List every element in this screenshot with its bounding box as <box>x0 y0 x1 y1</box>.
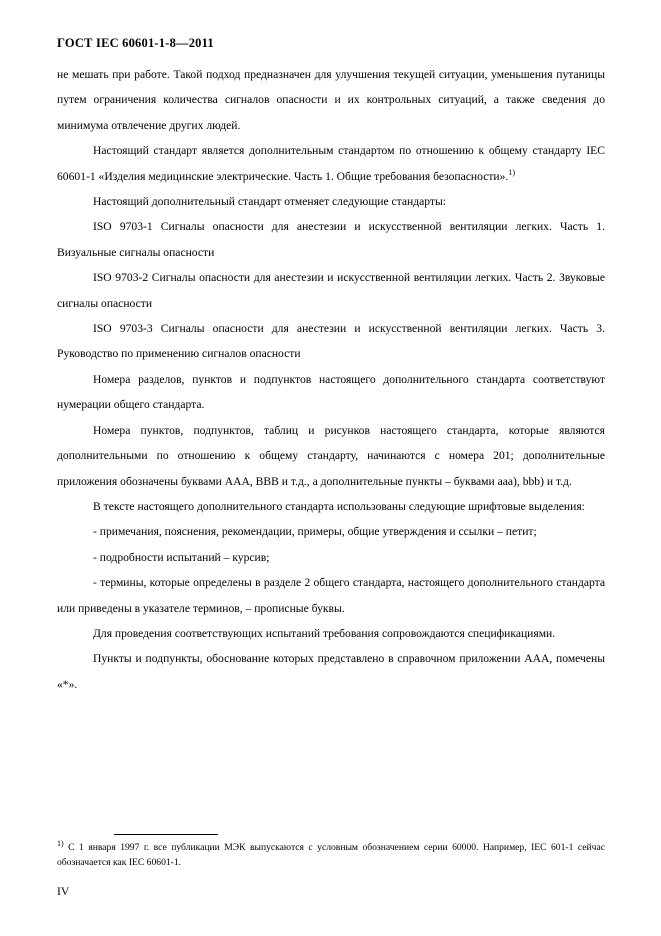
paragraph-9: В тексте настоящего дополнительного стандарта использованы следующие шрифтовые выделения: <box>93 499 585 513</box>
document-body <box>57 62 605 697</box>
paragraph-8: Номера пунктов, подпунктов, таблиц и рисунков настоящего стандарта, которые являются дополнительными по отношению к общему стандарту, начинаются с номера 201; дополнительные приложения обозначены буквами ААА, ВВВ и т.д., а дополнительные пункты – буквами ааа), bbb) и т.д. <box>57 423 605 488</box>
paragraph-11: - подробности испытаний – курсив; <box>93 550 270 564</box>
paragraph-2 <box>57 138 605 189</box>
page-header: ГОСТ IEC 60601-1-8—2011 <box>57 36 214 50</box>
paragraph-2-text: Настоящий стандарт является дополнительным стандартом по отношению к общему стандарту IEC 60601-1 «Изделия медицинские электрические. Часть 1. Общие требования безопасности». <box>57 144 605 183</box>
paragraph-1: не мешать при работе. Такой подход предназначен для улучшения текущей ситуации, уменьшения путаницы путем ограничения количества сигналов опасности и их контрольных ситуаций, а также сведения до минимума отвлечение других людей. <box>57 68 605 132</box>
paragraph-13: Для проведения соответствующих испытаний требования сопровождаются спецификациями. <box>93 626 556 640</box>
paragraph-7: Номера разделов, пунктов и подпунктов настоящего дополнительного стандарта соответствуют нумерации общего стандарта. <box>57 372 605 412</box>
paragraph-10: - примечания, пояснения, рекомендации, примеры, общие утверждения и ссылки – петит; <box>93 525 537 539</box>
paragraph-6: ISO 9703-3 Сигналы опасности для анестезии и искусственной вентиляции легких. Часть 3. Руководство по применению сигналов опасности <box>57 322 605 361</box>
footnote-marker-ref: 1) <box>508 167 515 177</box>
footnote-divider <box>114 834 218 835</box>
page-number: IV <box>57 885 70 898</box>
paragraph-5: ISO 9703-2 Сигналы опасности для анестезии и искусственной вентиляции легких. Часть 2. Звуковые сигналы опасности <box>57 271 605 310</box>
footnote-text: С 1 января 1997 г. все публикации МЭК выпускаются с условным обозначением серии 60000. Например, IEC 601-1 сейчас обозначается как IEC 60601-1. <box>57 842 605 868</box>
footnote <box>57 840 605 870</box>
paragraph-3: Настоящий дополнительный стандарт отменяет следующие стандарты: <box>93 195 446 209</box>
footnote-marker: 1) <box>57 838 64 848</box>
paragraph-14: Пункты и подпункты, обоснование которых представлено в справочном приложении ААА, помечены «*». <box>57 652 605 691</box>
paragraph-4: ISO 9703-1 Сигналы опасности для анестезии и искусственной вентиляции легких. Часть 1. Визуальные сигналы опасности <box>57 220 605 259</box>
paragraph-12: - термины, которые определены в разделе 2 общего стандарта, настоящего дополнительного стандарта или приведены в указателе терминов, – прописные буквы. <box>57 576 605 615</box>
